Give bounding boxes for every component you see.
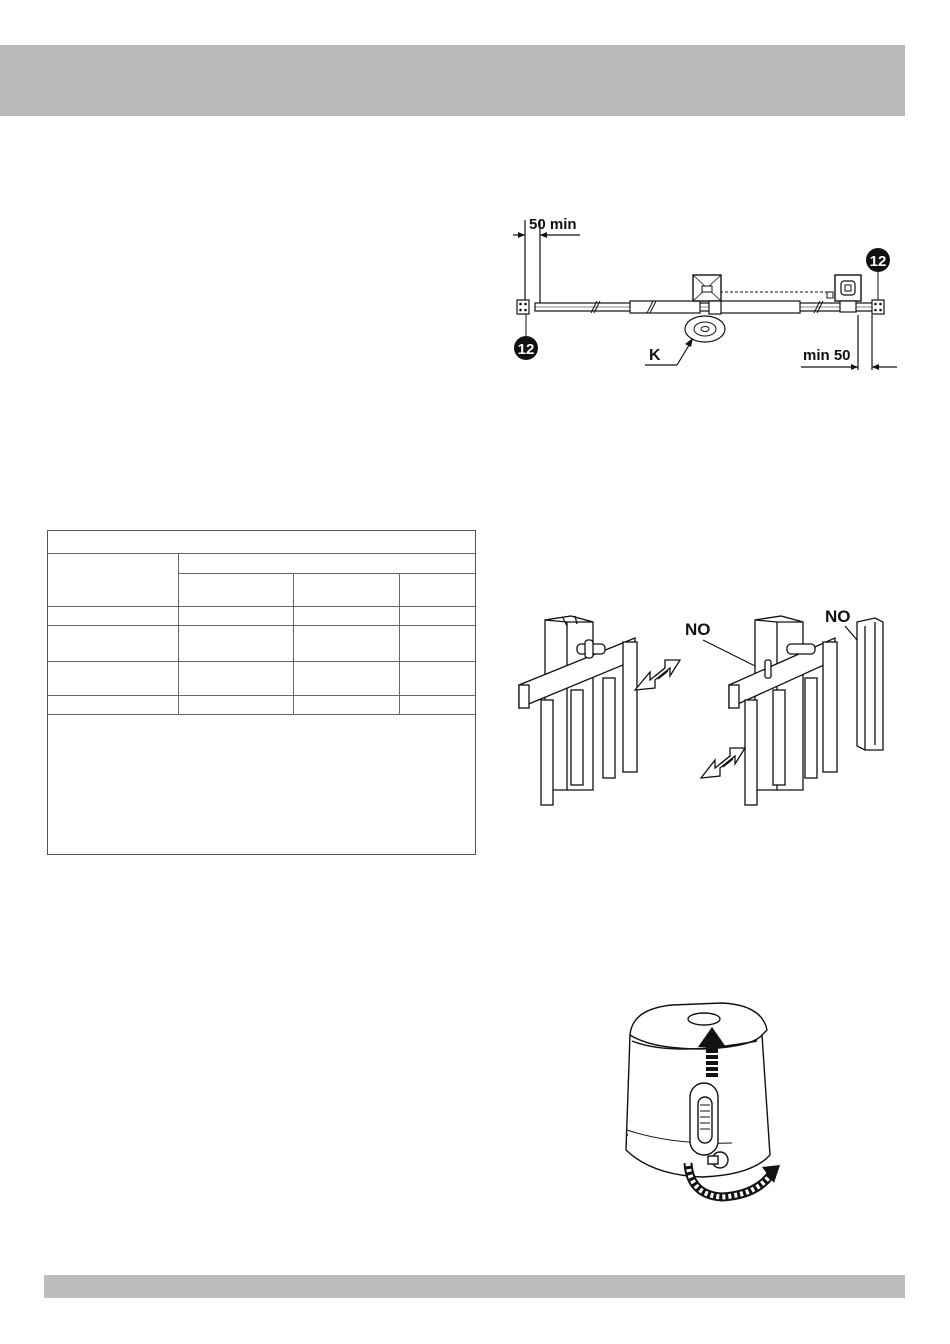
slide-arrow-2 — [701, 748, 745, 778]
callout-left-number: 12 — [517, 341, 535, 358]
correct-gate-assembly — [519, 616, 637, 805]
rail-installation-figure — [505, 210, 905, 380]
label-no-profile: NO — [825, 607, 851, 626]
pointer-k-label: K — [649, 347, 661, 364]
motor-release-figure — [612, 995, 782, 1210]
motor-k-shape — [685, 316, 725, 342]
footer-band — [44, 1275, 905, 1298]
label-no-pin: NO — [685, 620, 711, 639]
slide-arrow-1 — [635, 660, 680, 690]
incorrect-gate-assembly — [729, 616, 837, 805]
callout-right — [866, 248, 890, 272]
dimension-right-label: min 50 — [803, 347, 851, 364]
dimension-left-label: 50 min — [529, 216, 577, 233]
header-band — [0, 45, 905, 116]
u-profile-rail — [857, 618, 883, 750]
right-end-stop — [872, 300, 884, 314]
callout-right-number: 12 — [869, 253, 887, 270]
specification-table — [47, 530, 476, 855]
gate-mounting-figure — [505, 600, 905, 810]
callout-left — [514, 336, 538, 360]
left-end-stop — [517, 300, 529, 314]
